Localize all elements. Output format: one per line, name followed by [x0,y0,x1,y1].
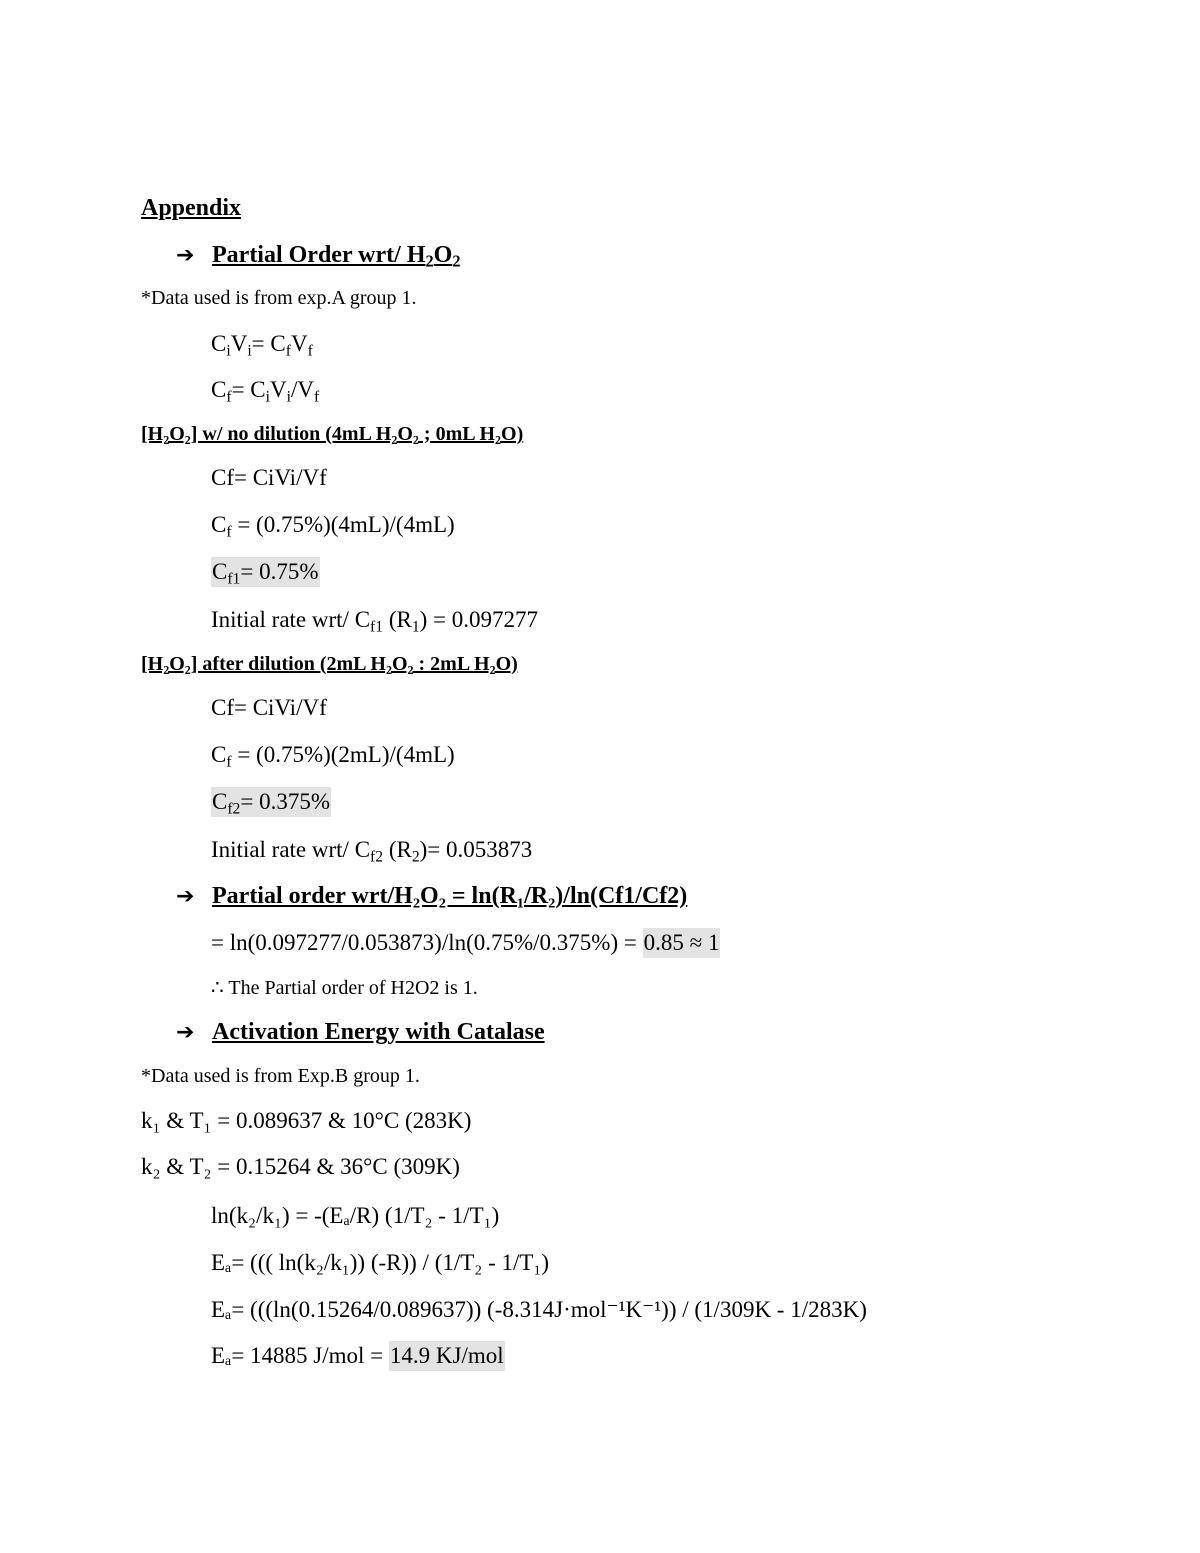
partial-order-result: 0.85 ≈ 1 [643,928,721,958]
arrow-icon: ➔ [176,243,195,268]
case2-initial-rate: Initial rate wrt/ $C_{f2}$ $(R_2)= 0.053873$ [211,837,533,866]
partial-order-formula-heading: ➔ Partial order wrt/H₂O₂ = ln(R₁/R₂)/ln(Cf1/Cf2) [176,883,688,909]
partial-order-conclusion: ∴ The Partial order of H2O2 is 1. [211,977,478,999]
cf-equation: $C_f= C_iV_i/V_f$ [211,377,320,406]
partial-order-calculation: = ln(0.097277/0.053873)/ln(0.75%/0.375%) = 0.85 ≈ 1 [211,931,720,954]
case2-calculation: $C_f = (0.75\%)(2mL)/(4mL)$ [211,742,455,771]
k1-t1-line: k₁ & T₁ = 0.089637 & 10°C (283K) [141,1108,472,1133]
ea-rearranged-equation: Eₐ= ((( ln(k₂/k₁)) (-R)) / (1/T₂ - 1/T₁) [211,1250,550,1275]
case2-heading: [H₂O₂] after dilution (2mL H₂O₂ : 2mL H₂O) [141,653,518,675]
case1-result: $C_{f1}= 0.75\%$ [212,559,319,588]
arrow-icon: ➔ [176,1020,195,1045]
ea-result-line: Eₐ= 14885 J/mol = 14.9 KJ/mol [211,1344,505,1367]
ea-result: 14.9 KJ/mol [389,1341,505,1371]
data-note-a: *Data used is from exp.A group 1. [141,287,417,309]
case1-heading: [H₂O₂] w/ no dilution (4mL H₂O₂ ; 0mL H₂O) [141,423,524,445]
data-note-b: *Data used is from Exp.B group 1. [141,1065,420,1087]
appendix-title: Appendix [141,195,242,221]
case1-calculation: $C_f = (0.75\%)(4mL)/(4mL)$ [211,512,455,541]
k2-t2-line: k₂ & T₂ = 0.15264 & 36°C (309K) [141,1154,460,1179]
dilution-equation: $C_iV_i= C_fV_f$ [211,331,313,360]
ea-substituted-equation: Eₐ= (((ln(0.15264/0.089637)) (-8.314J·mol⁻¹K⁻¹)) / (1/309K - 1/283K) [211,1297,867,1322]
case1-cf-equation: Cf= CiVi/Vf [211,465,327,490]
section-partial-order-heading: ➔ Partial Order wrt/ $H_2O_2$ [176,242,461,271]
arrhenius-equation: ln(k₂/k₁) = -(Eₐ/R) (1/T₂ - 1/T₁) [211,1203,500,1228]
arrow-icon: ➔ [176,884,195,909]
section-activation-energy-heading: ➔ Activation Energy with Catalase [176,1019,545,1045]
case2-result: $C_{f2}= 0.375\%$ [212,789,331,818]
case1-initial-rate: Initial rate wrt/ $C_{f1}$ $(R_1) = 0.097277$ [211,607,539,636]
case2-cf-equation: Cf= CiVi/Vf [211,695,327,720]
